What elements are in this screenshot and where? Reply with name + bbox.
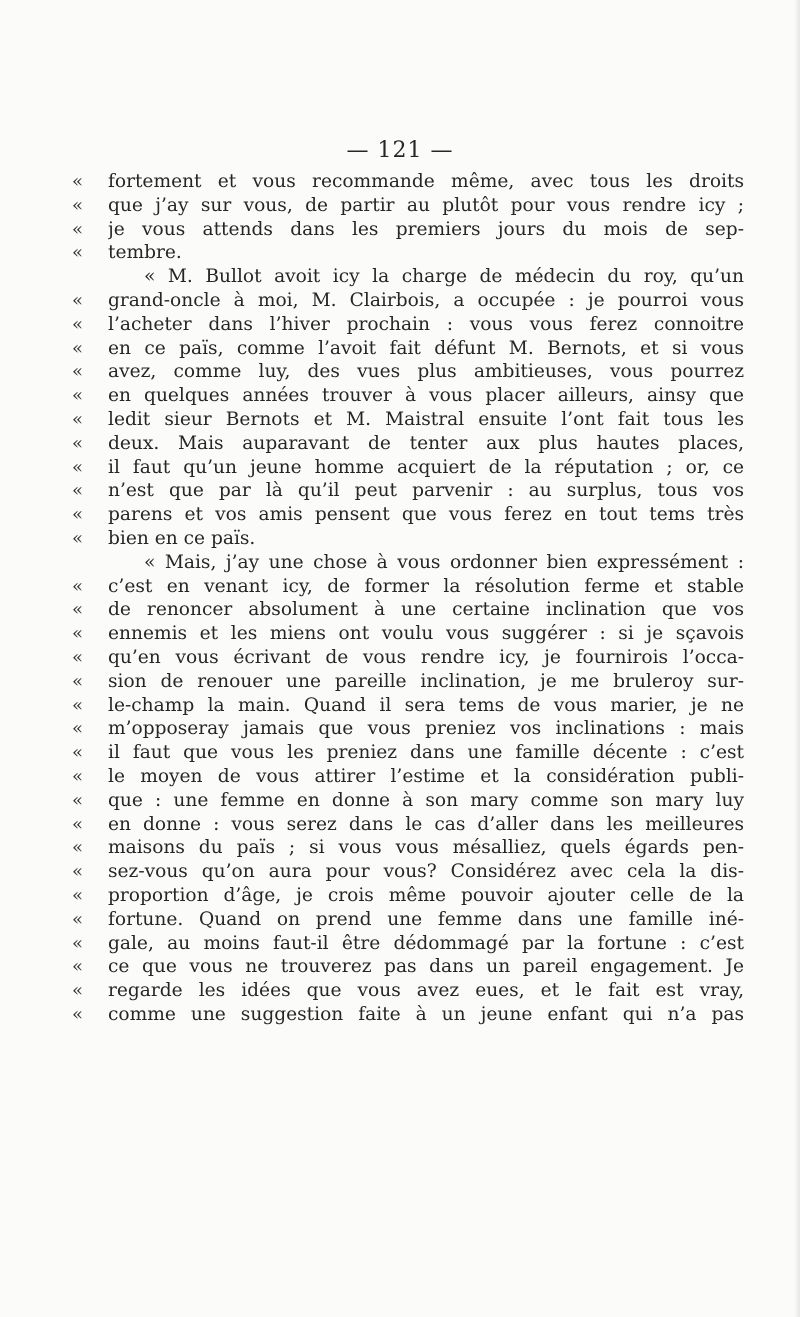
line-text: en donne : vous serez dans le cas d’aller dans les meilleures (108, 813, 744, 835)
text-line (72, 456, 744, 480)
page-edge-shadow (794, 0, 800, 1317)
quote-mark: « (72, 1003, 84, 1025)
text-line (72, 908, 744, 932)
quote-mark: « (72, 837, 84, 859)
line-text: grand-oncle à moi, M. Clairbois, a occupée : je pourroi vous (108, 289, 744, 311)
quote-mark: « (72, 932, 84, 954)
line-text: tembre. (108, 242, 182, 264)
body-text (72, 170, 744, 1027)
text-line (72, 289, 744, 313)
quote-mark: « (72, 694, 84, 716)
text-line (72, 384, 744, 408)
quote-mark: « (72, 956, 84, 978)
line-text: bien en ce païs. (108, 527, 256, 549)
line-text: que : une femme en donne à son mary comme son mary luy (108, 789, 744, 811)
line-text: proportion d’âge, je crois même pouvoir ajouter celle de la (108, 884, 744, 906)
text-line (72, 408, 744, 432)
quote-mark: « (72, 171, 84, 192)
text-line (72, 503, 744, 527)
line-text: deux. Mais auparavant de tenter aux plus hautes places, (108, 432, 744, 454)
line-text: qu’en vous écrivant de vous rendre icy, je fournirois l’occa- (108, 646, 744, 668)
line-text: il faut que vous les preniez dans une famille décente : c’est (108, 742, 744, 764)
text-line (72, 479, 744, 503)
line-text: que j’ay sur vous, de partir au plutôt pour vous rendre icy ; (108, 194, 744, 216)
text-line (72, 1003, 744, 1027)
quote-mark: « (72, 456, 84, 478)
text-line (72, 194, 744, 218)
text-line (72, 598, 744, 622)
text-line (72, 527, 744, 551)
quote-mark: « (72, 337, 84, 359)
text-line (72, 694, 744, 718)
line-text: « Mais, j’ay une chose à vous ordonner bien expressément : (144, 551, 744, 573)
line-text: ennemis et les miens ont voulu vous suggérer : si je sçavois (108, 623, 744, 645)
text-line (72, 765, 744, 789)
quote-mark: « (72, 408, 84, 430)
text-line (72, 860, 744, 884)
line-text: sez-vous qu’on aura pour vous? Considérez avec cela la dis- (108, 861, 744, 883)
text-line (72, 932, 744, 956)
text-line (72, 836, 744, 860)
text-line (72, 551, 744, 575)
line-text: parens et vos amis pensent que vous ferez en tout tems très (108, 504, 744, 526)
quote-mark: « (72, 646, 84, 668)
line-text: comme une suggestion faite à un jeune enfant qui n’a pas (108, 1003, 744, 1025)
line-text: fortement et vous recommande même, avec tous les droits (108, 171, 744, 192)
line-text: c’est en venant icy, de former la résolution ferme et stable (108, 575, 744, 597)
quote-mark: « (72, 670, 84, 692)
line-text: en ce païs, comme l’avoit fait défunt M. Bernots, et si vous (108, 337, 744, 359)
quote-mark: « (72, 742, 84, 764)
text-line (72, 741, 744, 765)
line-text: il faut qu’un jeune homme acquiert de la réputation ; or, ce (108, 456, 744, 478)
text-line (72, 955, 744, 979)
quote-mark: « (72, 194, 84, 216)
line-text: le-champ la main. Quand il sera tems de vous marier, je ne (108, 694, 744, 716)
line-text: fortune. Quand on prend une femme dans une famille iné- (108, 908, 744, 930)
text-line (72, 646, 744, 670)
quote-mark: « (72, 575, 84, 597)
quote-mark: « (72, 504, 84, 526)
quote-mark: « (72, 813, 84, 835)
quote-mark: « (72, 289, 84, 311)
text-line (72, 360, 744, 384)
quote-mark: « (72, 908, 84, 930)
line-text: m’opposeray jamais que vous preniez vos inclinations : mais (108, 718, 744, 740)
text-line (72, 337, 744, 361)
line-text: maisons du païs ; si vous vous mésalliez, quels égards pen- (108, 837, 744, 859)
text-line (72, 241, 744, 265)
quote-mark: « (72, 218, 84, 240)
line-text: regarde les idées que vous avez eues, et le fait est vray, (108, 980, 744, 1002)
line-text: ledit sieur Bernots et M. Maistral ensuite l’ont fait tous les (108, 408, 744, 430)
quote-mark: « (72, 599, 84, 621)
text-line (72, 979, 744, 1003)
quote-mark: « (72, 980, 84, 1002)
page-number: — 121 — (346, 138, 454, 163)
quote-mark: « (72, 623, 84, 645)
quote-mark: « (72, 527, 84, 549)
line-text: « M. Bullot avoit icy la charge de médecin du roy, qu’un (144, 266, 744, 288)
quote-mark: « (72, 361, 84, 383)
text-line (72, 789, 744, 813)
line-text: je vous attends dans les premiers jours du mois de sep- (108, 218, 744, 240)
quote-mark: « (72, 432, 84, 454)
line-text: gale, au moins faut-il être dédommagé par la fortune : c’est (108, 932, 744, 954)
quote-mark: « (72, 789, 84, 811)
quote-mark: « (72, 313, 84, 335)
line-text: n’est que par là qu’il peut parvenir : au surplus, tous vos (108, 480, 744, 502)
text-line (72, 432, 744, 456)
quote-mark: « (72, 242, 84, 264)
text-line (72, 717, 744, 741)
text-line (72, 575, 744, 599)
line-text: l’acheter dans l’hiver prochain : vous vous ferez connoitre (108, 313, 744, 335)
text-line (72, 218, 744, 242)
quote-mark: « (72, 718, 84, 740)
quote-mark: « (72, 861, 84, 883)
quote-mark: « (72, 385, 84, 407)
quote-mark: « (72, 765, 84, 787)
quote-mark: « (72, 884, 84, 906)
text-line (72, 884, 744, 908)
text-line (72, 265, 744, 289)
line-text: avez, comme luy, des vues plus ambitieuses, vous pourrez (108, 361, 744, 383)
line-text: le moyen de vous attirer l’estime et la considération publi- (108, 765, 744, 787)
text-line (72, 670, 744, 694)
quote-mark: « (72, 480, 84, 502)
line-text: sion de renouer une pareille inclination, je me bruleroy sur- (108, 670, 744, 692)
text-line (72, 313, 744, 337)
text-line (72, 622, 744, 646)
line-text: ce que vous ne trouverez pas dans un pareil engagement. Je (108, 956, 744, 978)
text-line (72, 170, 744, 194)
text-line (72, 813, 744, 837)
line-text: de renoncer absolument à une certaine inclination que vos (108, 599, 744, 621)
line-text: en quelques années trouver à vous placer ailleurs, ainsy que (108, 385, 744, 407)
